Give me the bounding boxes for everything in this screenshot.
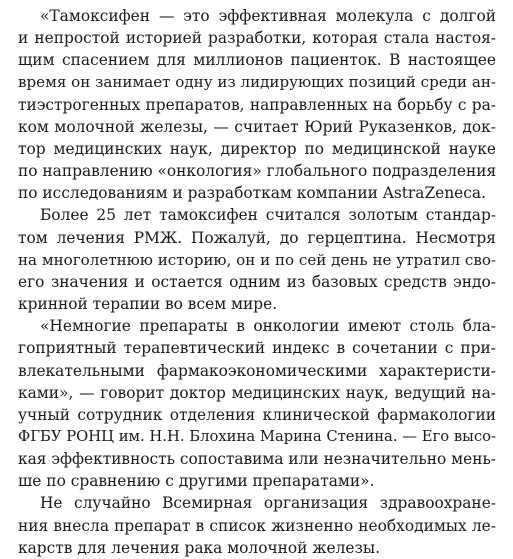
text-line: на многолетнюю историю, он и по сей день не утратил сво-: [18, 250, 497, 269]
text-line: влекательными фармакоэкономическими характеристи-: [18, 361, 496, 380]
document-page: [18, 5, 496, 559]
text-line: «Тамоксифен — это эффективная молекула с долгой: [40, 7, 496, 25]
text-line: время он занимает одну из лидирующих позиций среди ан-: [18, 73, 496, 92]
text-line: «Немногие препараты в онкологии имеют столь бла-: [40, 317, 496, 336]
text-line: по направлению «онкология» глобального подразделения: [18, 162, 497, 181]
text-line: по исследованиям и разработкам компании AstraZeneca.: [18, 184, 486, 203]
text-line: кринной терапии во всем мире.: [18, 295, 278, 314]
text-line: кая эффективность сопоставима или незначительно мень-: [18, 450, 496, 469]
text-line: щим спасением для миллионов пациенток. В настоящее: [18, 51, 496, 70]
paragraph-3: [18, 315, 496, 492]
text-line: ния внесла препарат в список жизненно необходимых ле-: [18, 516, 496, 535]
text-line: его значения и остается одним из базовых средств эндо-: [18, 272, 496, 291]
paragraph-4: [18, 492, 496, 558]
text-line: учный сотрудник отделения клинической фармакологии: [18, 405, 496, 424]
text-line: карств для лечения рака молочной железы.: [18, 538, 381, 557]
text-line: ФГБУ РОНЦ им. Н.Н. Блохина Марина Стенина. — Его высо-: [18, 427, 496, 445]
paragraph-2: [18, 204, 496, 315]
text-line: гоприятный терапевтический индекс в сочетании с при-: [18, 339, 496, 358]
text-line: ком молочной железы, — считает Юрий Руказенков, док-: [18, 117, 496, 136]
paragraph-1: [18, 5, 496, 204]
text-line: ками», — говорит доктор медицинских наук, ведущий на-: [18, 383, 496, 402]
text-line: том лечения РМЖ. Пожалуй, до герцептина. Несмотря: [18, 228, 496, 247]
text-line: тиэстрогенных препаратов, направленных на борьбу с ра-: [18, 95, 496, 114]
text-line: Более 25 лет тамоксифен считался золотым стандар-: [40, 206, 496, 225]
text-line: тор медицинских наук, директор по медицинской науке: [18, 139, 496, 158]
text-line: ше по сравнению с другими препаратами».: [18, 472, 375, 491]
text-line: и непростой историей разработки, которая стала настоя-: [18, 29, 496, 48]
text-line: Не случайно Всемирная организация здравоохране-: [40, 494, 496, 513]
